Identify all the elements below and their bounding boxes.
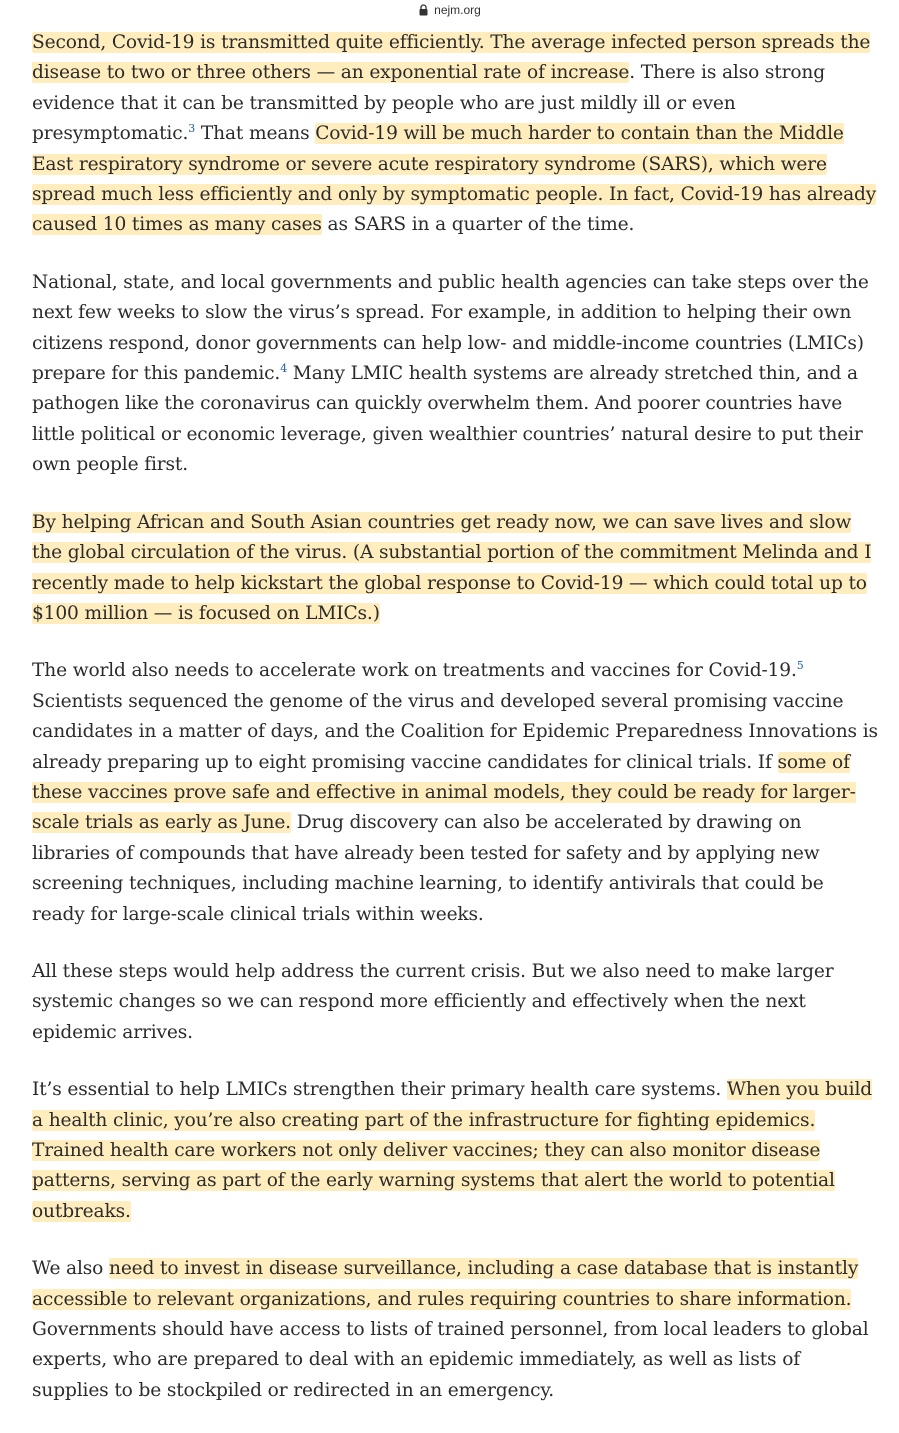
highlighted-text: When you build a health clinic, you’re also creating part of the infrastructure for fighting epidemics. Trained health care workers not only deliver vaccines; they can also monitor disease patterns, serving as part of the early warning systems that alert the world to potential outbreaks. bbox=[32, 1079, 873, 1222]
paragraph-4 bbox=[32, 656, 882, 930]
text-run: as SARS in a quarter of the time. bbox=[321, 214, 635, 236]
text-run: . There is also strong evidence that it can be transmitted by people who are just mildly ill or even presymptomatic. bbox=[32, 62, 825, 145]
paragraph-6 bbox=[32, 1075, 882, 1227]
text-run: The world also needs to accelerate work on treatments and vaccines for Covid-19. bbox=[32, 660, 797, 682]
footnote-ref-4[interactable]: 4 bbox=[280, 361, 288, 375]
paragraph-7 bbox=[32, 1254, 882, 1406]
paragraph-2 bbox=[32, 268, 882, 481]
highlighted-text: Covid-19 will be much harder to contain than the Middle East respiratory syndrome or severe acute respiratory syndrome (SARS), which were spread much less efficiently and only by symptomatic people. In fact, Covid-19 has already caused 10 times as many cases bbox=[32, 123, 877, 236]
lock-icon bbox=[418, 4, 429, 16]
address-bar[interactable] bbox=[0, 0, 899, 20]
text-run: All these steps would help address the current crisis. But we also need to make larger systemic changes so we can respond more efficiently and effectively when the next epidemic arrives. bbox=[32, 960, 834, 1043]
paragraph-5 bbox=[32, 957, 882, 1048]
highlighted-text: By helping African and South Asian countries get ready now, we can save lives and slow the global circulation of the virus. (A substantial portion of the commitment Melinda and I recently made to help kickstart the global response to Covid-19 — which could total up to $100 million — is focused on LMICs.) bbox=[32, 511, 872, 624]
domain-text: nejm.org bbox=[434, 3, 481, 17]
footnote-ref-5[interactable]: 5 bbox=[796, 659, 804, 673]
text-run: Many LMIC health systems are already stretched thin, and a pathogen like the coronavirus can quickly overwhelm them. And poorer countries have little political or economic leverage, given wealthier countries’ natural desire to put their own people first. bbox=[32, 363, 863, 476]
highlighted-text: need to invest in disease surveillance, including a case database that is instantly accessible to relevant organizations, and rules requiring countries to share information. bbox=[32, 1258, 859, 1310]
highlighted-text: Second, Covid-19 is transmitted quite efficiently. The average infected person spreads the disease to two or three others — an exponential rate of increase bbox=[32, 32, 871, 84]
text-run: Governments should have access to lists of trained personnel, from local leaders to global experts, who are prepared to deal with an epidemic immediately, as well as lists of supplies to be stockpiled or redirected in an emergency. bbox=[32, 1319, 869, 1401]
text-run: That means bbox=[195, 123, 316, 145]
article-body bbox=[32, 28, 882, 1433]
paragraph-1 bbox=[32, 28, 882, 241]
paragraph-3 bbox=[32, 508, 882, 630]
text-run: National, state, and local governments and public health agencies can take steps over the next few weeks to slow the virus’s spread. For example, in addition to helping their own citizens respond, donor governments can help low- and middle-income countries (LMICs) prepare for this pandemic. bbox=[32, 271, 869, 385]
footnote-ref-3[interactable]: 3 bbox=[188, 122, 196, 136]
highlighted-text: some of these vaccines prove safe and effective in animal models, they could be ready for larger-scale trials as early as June. bbox=[32, 751, 856, 834]
text-run: It’s essential to help LMICs strengthen their primary health care systems. bbox=[32, 1079, 727, 1101]
text-run: Drug discovery can also be accelerated by drawing on libraries of compounds that have already been tested for safety and by applying new screening techniques, including machine learning, to identify antivirals that could be ready for large-scale clinical trials within weeks. bbox=[32, 812, 824, 925]
text-run: Scientists sequenced the genome of the virus and developed several promising vaccine candidates in a matter of days, and the Coalition for Epidemic Preparedness Innovations is already preparing up to eight promising vaccine candidates for clinical trials. If bbox=[32, 690, 878, 773]
text-run: We also bbox=[32, 1258, 109, 1280]
